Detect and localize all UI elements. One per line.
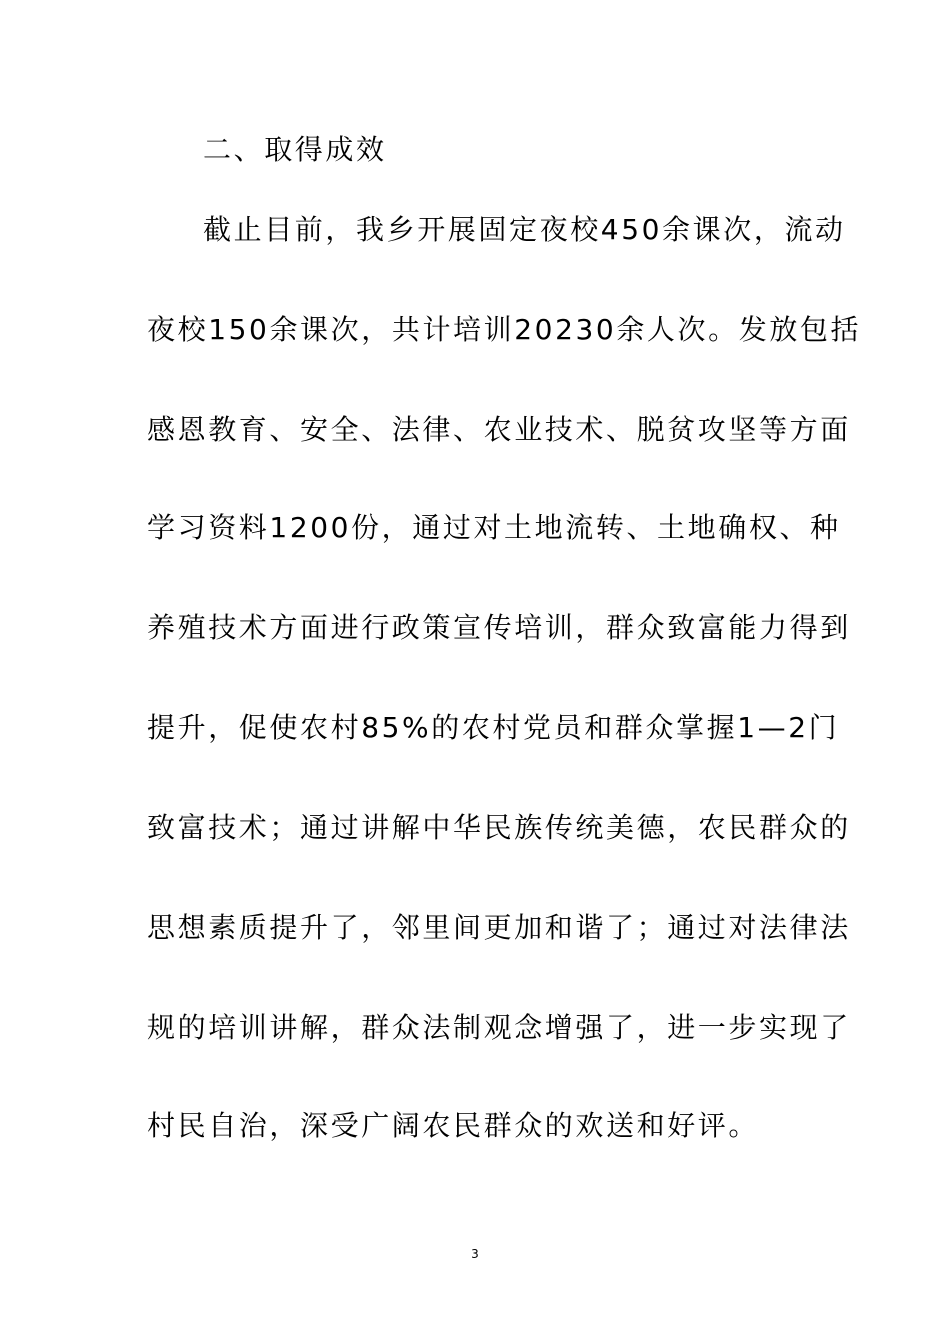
paragraph-line-6: 提升，促使农村85%的农村党员和群众掌握1—2门 — [147, 711, 840, 744]
paragraph-line-2: 夜校150余课次，共计培训20230余人次。发放包括 — [147, 313, 862, 346]
paragraph-line-5: 养殖技术方面进行政策宣传培训，群众致富能力得到 — [147, 611, 851, 644]
section-heading: 二、取得成效 — [203, 133, 387, 166]
paragraph-line-3: 感恩教育、安全、法律、农业技术、脱贫攻坚等方面 — [147, 413, 851, 446]
paragraph-line-10: 村民自治，深受广阔农民群众的欢送和好评。 — [147, 1109, 760, 1142]
page-number: 3 — [471, 1247, 479, 1261]
paragraph-line-8: 思想素质提升了，邻里间更加和谐了；通过对法律法 — [147, 911, 851, 944]
paragraph-line-7: 致富技术；通过讲解中华民族传统美德，农民群众的 — [147, 811, 851, 844]
paragraph-line-4: 学习资料1200份，通过对土地流转、土地确权、种 — [147, 511, 841, 544]
paragraph-line-1: 截止目前，我乡开展固定夜校450余课次，流动 — [203, 213, 846, 246]
paragraph-line-9: 规的培训讲解，群众法制观念增强了，进一步实现了 — [147, 1011, 851, 1044]
